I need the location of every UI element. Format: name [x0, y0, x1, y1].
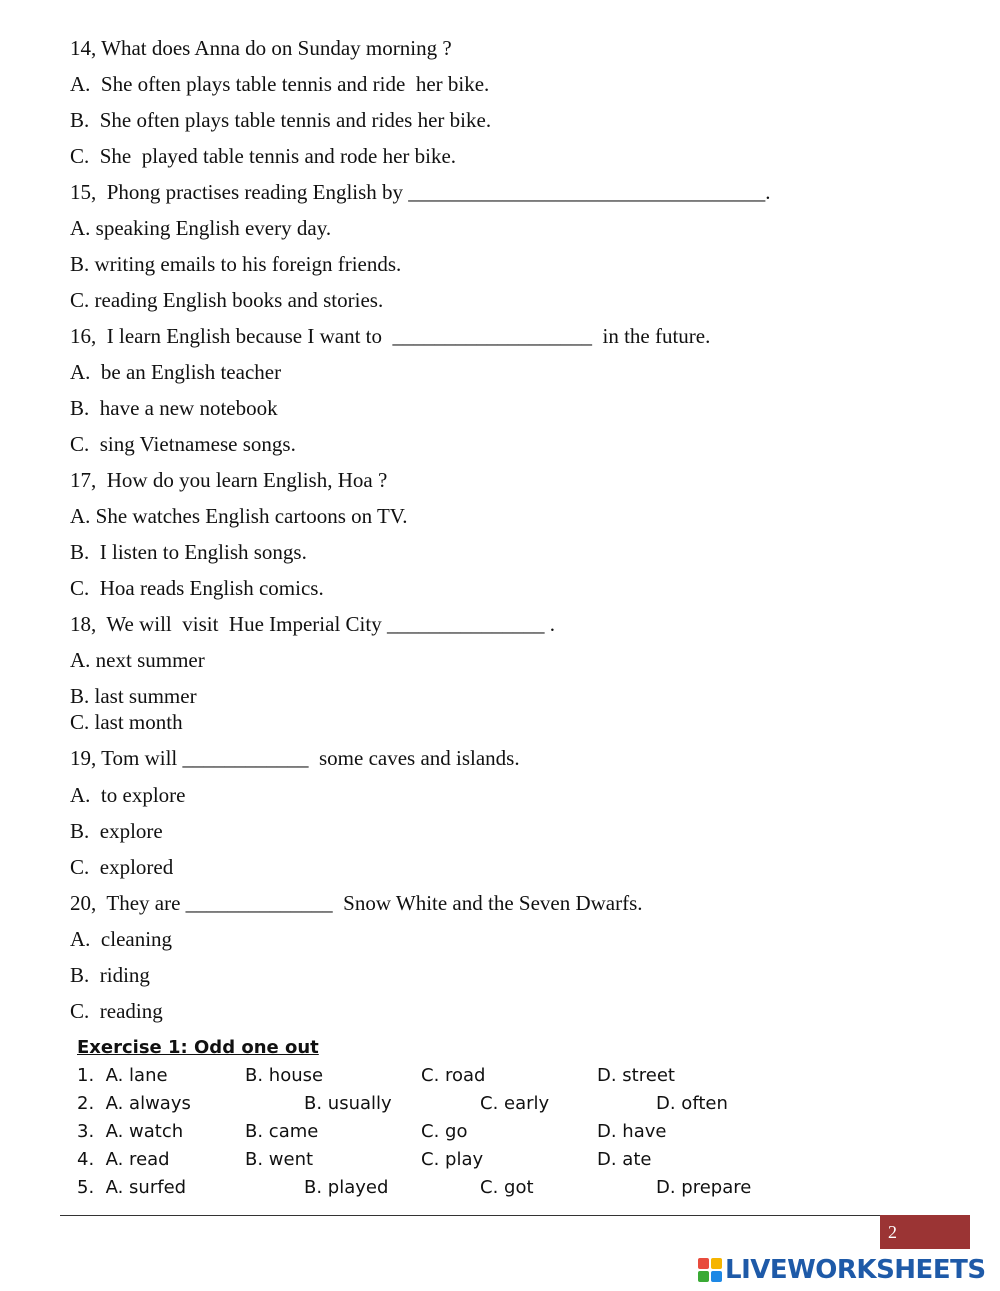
question-18-option-b: B. last summer: [70, 684, 197, 708]
exercise-row-2-option-a: 2. A. always: [77, 1093, 191, 1114]
exercise-row-1: [0, 1063, 1000, 1089]
logo-block-yellow: [711, 1258, 722, 1269]
exercise-row-5-option-b: B. played: [304, 1177, 389, 1198]
exercise-row-1-option-d: D. street: [597, 1065, 675, 1086]
footer-divider: [60, 1215, 880, 1216]
question-16-option-b: B. have a new notebook: [70, 396, 278, 420]
exercise-row-1-option-a: 1. A. lane: [77, 1065, 168, 1086]
liveworksheets-logo[interactable]: [698, 1255, 998, 1285]
exercise-row-5-option-a: 5. A. surfed: [77, 1177, 187, 1198]
exercise-row-3-option-b: B. came: [245, 1121, 319, 1142]
exercise-row-4-option-c: C. play: [421, 1149, 484, 1170]
exercise-row-3: [0, 1119, 1000, 1145]
question-15-option-a: A. speaking English every day.: [70, 216, 332, 240]
page-number: 2: [880, 1215, 970, 1249]
question-19-stem: 19, Tom will ____________ some caves and islands.: [70, 746, 520, 770]
question-14-option-c: C. She played table tennis and rode her bike.: [70, 144, 457, 168]
logo-block-blue: [711, 1271, 722, 1282]
question-20-option-c: C. reading: [70, 999, 163, 1023]
liveworksheets-logo-icon: [698, 1258, 722, 1282]
exercise-row-3-option-d: D. have: [597, 1121, 667, 1142]
question-19-option-a: A. to explore: [70, 783, 186, 807]
question-15-option-b: B. writing emails to his foreign friends.: [70, 252, 402, 276]
exercise-row-1-option-b: B. house: [245, 1065, 324, 1086]
exercise-row-5: [0, 1175, 1000, 1201]
question-20-option-a: A. cleaning: [70, 927, 173, 951]
question-16-stem: 16, I learn English because I want to ___________________ in the future.: [70, 324, 711, 348]
exercise-title: Exercise 1: Odd one out: [77, 1037, 319, 1058]
question-20-option-b: B. riding: [70, 963, 150, 987]
question-14-stem: 14, What does Anna do on Sunday morning ?: [70, 36, 452, 60]
exercise-row-4-option-d: D. ate: [597, 1149, 652, 1170]
exercise-row-1-option-c: C. road: [421, 1065, 486, 1086]
exercise-row-2-option-c: C. early: [480, 1093, 550, 1114]
question-18-option-c: C. last month: [70, 710, 183, 734]
exercise-row-5-option-d: D. prepare: [656, 1177, 752, 1198]
logo-block-red: [698, 1258, 709, 1269]
question-14-option-a: A. She often plays table tennis and ride her bike.: [70, 72, 490, 96]
question-17-option-a: A. She watches English cartoons on TV.: [70, 504, 408, 528]
exercise-row-3-option-a: 3. A. watch: [77, 1121, 184, 1142]
exercise-row-2-option-d: D. often: [656, 1093, 728, 1114]
question-17-option-c: C. Hoa reads English comics.: [70, 576, 324, 600]
question-16-option-c: C. sing Vietnamese songs.: [70, 432, 296, 456]
exercise-row-4: [0, 1147, 1000, 1173]
question-15-stem: 15, Phong practises reading English by __________________________________.: [70, 180, 771, 204]
question-16-option-a: A. be an English teacher: [70, 360, 282, 384]
exercise-row-2-option-b: B. usually: [304, 1093, 392, 1114]
question-19-option-b: B. explore: [70, 819, 163, 843]
liveworksheets-brand-text: LIVEWORKSHEETS: [725, 1255, 986, 1285]
exercise-row-3-option-c: C. go: [421, 1121, 468, 1142]
question-17-option-b: B. I listen to English songs.: [70, 540, 307, 564]
exercise-row-4-option-a: 4. A. read: [77, 1149, 170, 1170]
exercise-row-4-option-b: B. went: [245, 1149, 314, 1170]
exercise-row-5-option-c: C. got: [480, 1177, 534, 1198]
question-15-option-c: C. reading English books and stories.: [70, 288, 384, 312]
exercise-row-2: [0, 1091, 1000, 1117]
question-17-stem: 17, How do you learn English, Hoa ?: [70, 468, 388, 492]
question-20-stem: 20, They are ______________ Snow White and the Seven Dwarfs.: [70, 891, 643, 915]
question-18-option-a: A. next summer: [70, 648, 205, 672]
question-19-option-c: C. explored: [70, 855, 174, 879]
question-14-option-b: B. She often plays table tennis and rides her bike.: [70, 108, 492, 132]
question-18-stem: 18, We will visit Hue Imperial City _______________ .: [70, 612, 555, 636]
logo-block-green: [698, 1271, 709, 1282]
